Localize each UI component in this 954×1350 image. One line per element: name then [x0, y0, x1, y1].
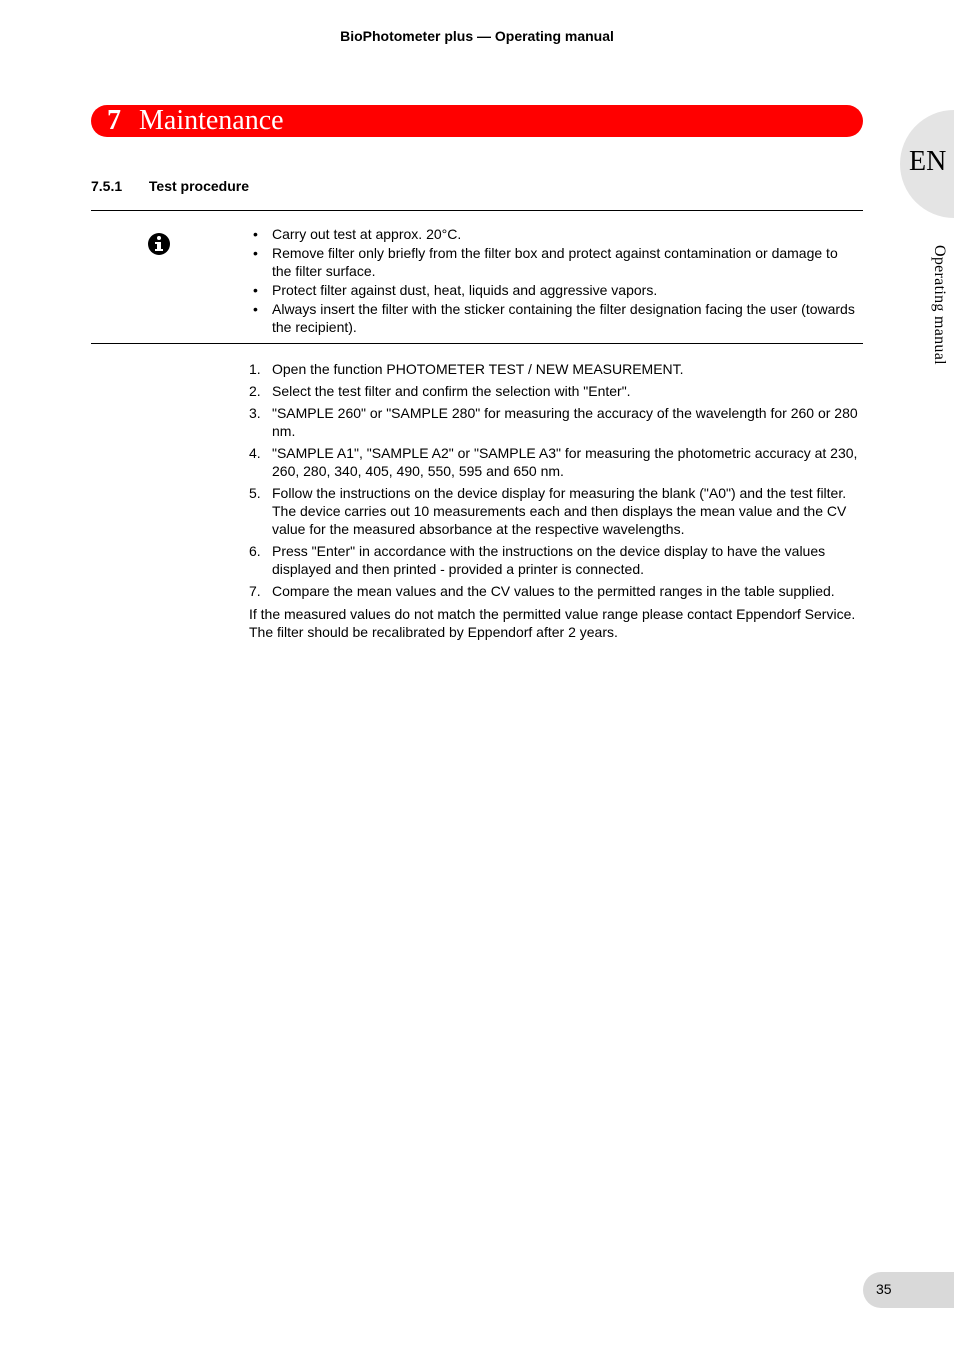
side-section-label: Operating manual [931, 245, 948, 365]
step-item [249, 382, 863, 400]
step-number: 7. [249, 583, 261, 599]
note-item: • Always insert the filter with the sticker containing the filter designation facing the user (towards the recipient). [249, 300, 861, 336]
step-item [249, 484, 863, 538]
step-item [249, 404, 863, 440]
step-text: Select the test filter and confirm the selection with "Enter". [272, 383, 631, 399]
note-list [249, 225, 861, 337]
section-heading [91, 178, 249, 194]
step-item [249, 542, 863, 578]
step-number: 5. [249, 485, 261, 501]
chapter-title: Maintenance [139, 105, 284, 136]
closing-paragraph: If the measured values do not match the permitted value range please contact Eppendorf Service. The filter should be recalibrated by Eppendorf after 2 years. [249, 606, 856, 640]
step-text: Compare the mean values and the CV values to the permitted ranges in the table supplied. [272, 583, 835, 599]
page-number: 35 [876, 1281, 892, 1297]
step-item [249, 360, 863, 378]
note-item: • Remove filter only briefly from the filter box and protect against contamination or damage to the filter surface. [249, 244, 861, 280]
step-number: 1. [249, 361, 261, 377]
language-label: EN [909, 146, 947, 177]
procedure-steps [249, 360, 863, 641]
note-box [91, 210, 863, 344]
step-text: "SAMPLE 260" or "SAMPLE 280" for measuring the accuracy of the wavelength for 260 or 280 nm. [272, 405, 858, 439]
note-item: • Carry out test at approx. 20°C. [249, 225, 861, 243]
step-item [249, 444, 863, 480]
step-text: Open the function PHOTOMETER TEST / NEW MEASUREMENT. [272, 361, 684, 377]
step-text: "SAMPLE A1", "SAMPLE A2" or "SAMPLE A3" for measuring the photometric accuracy at 230, 260, 280, 340, 405, 490, 550, 595 and 650 nm. [272, 445, 858, 479]
step-item [249, 582, 863, 600]
step-number: 3. [249, 405, 261, 421]
info-icon [148, 233, 170, 255]
step-text: Follow the instructions on the device display for measuring the blank ("A0") and the test filter. The device carries out 10 measurements each and then displays the mean value and the CV value for the measured absorbance at the respective wavelengths. [272, 485, 847, 537]
note-item: • Protect filter against dust, heat, liquids and aggressive vapors. [249, 281, 861, 299]
section-number: 7.5.1 [91, 178, 123, 194]
step-text: Press "Enter" in accordance with the instructions on the device display to have the values displayed and then printed - provided a printer is connected. [272, 543, 826, 577]
step-number: 2. [249, 383, 261, 399]
chapter-banner [91, 105, 863, 137]
chapter-number: 7 [107, 105, 121, 136]
page-header: BioPhotometer plus — Operating manual [340, 28, 614, 44]
step-number: 4. [249, 445, 261, 461]
step-number: 6. [249, 543, 261, 559]
section-title: Test procedure [148, 178, 249, 194]
